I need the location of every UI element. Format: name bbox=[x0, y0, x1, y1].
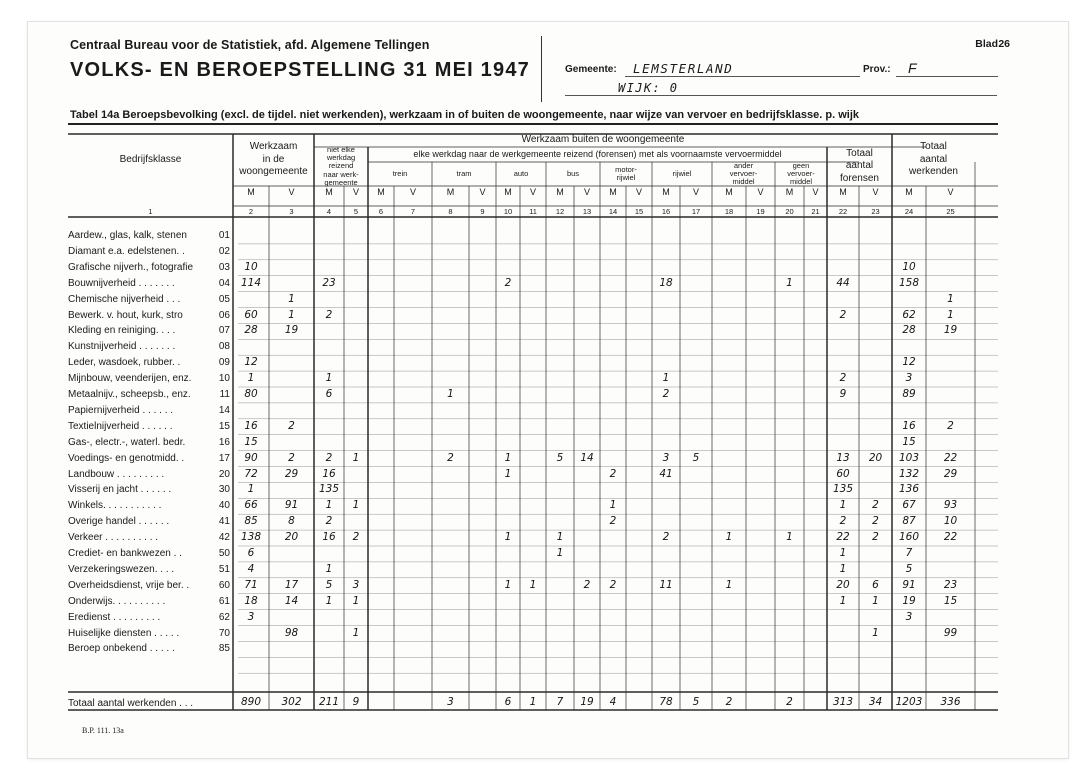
handwritten-value: 2 bbox=[839, 308, 847, 321]
column-number: 20 bbox=[785, 207, 794, 216]
column-number: 3 bbox=[289, 207, 294, 216]
handwritten-value: 20 bbox=[836, 578, 850, 591]
row-label: Kunstnijverheid . . . . . . . bbox=[68, 341, 176, 353]
handwritten-value: 3 bbox=[662, 451, 670, 464]
handwritten-value: 2 bbox=[325, 308, 333, 321]
handwritten-value: 28 bbox=[902, 324, 916, 337]
handwritten-value: 103 bbox=[898, 451, 920, 464]
handwritten-value: 23 bbox=[943, 578, 958, 591]
handwritten-value: 16 bbox=[902, 419, 916, 432]
mv-header: V bbox=[479, 187, 486, 197]
handwritten-value: 22 bbox=[943, 531, 958, 544]
total-value: 3 bbox=[447, 696, 454, 708]
handwritten-value: 1 bbox=[839, 562, 847, 575]
column-number: 15 bbox=[634, 207, 644, 216]
handwritten-value: 28 bbox=[244, 324, 258, 337]
row-code: 70 bbox=[218, 627, 230, 639]
handwritten-value: 85 bbox=[244, 515, 258, 528]
handwritten-value: 3 bbox=[352, 578, 360, 591]
mode-header-7: ander vervoer- middel bbox=[729, 160, 758, 187]
mode-header-6: rijwiel bbox=[672, 168, 692, 178]
handwritten-value: 19 bbox=[902, 594, 916, 607]
handwritten-value: 1 bbox=[609, 499, 617, 512]
handwritten-value: 15 bbox=[943, 594, 958, 607]
handwritten-value: 66 bbox=[244, 499, 258, 512]
handwritten-value: 72 bbox=[244, 467, 258, 480]
column-number: 7 bbox=[410, 207, 416, 216]
row-code: 17 bbox=[218, 452, 230, 464]
handwritten-value: 2 bbox=[839, 515, 847, 528]
handwritten-value: 1 bbox=[839, 594, 847, 607]
handwritten-value: 6 bbox=[872, 578, 879, 591]
handwritten-value: 41 bbox=[659, 467, 673, 480]
row-label: Diamant e.a. edelstenen. . bbox=[68, 245, 185, 257]
totaal-werkenden-header: Totaal aantal werkenden bbox=[909, 141, 958, 178]
handwritten-value: 67 bbox=[902, 499, 916, 512]
handwritten-value: 11 bbox=[659, 578, 673, 591]
row-code: 06 bbox=[218, 309, 230, 321]
handwritten-value: 1 bbox=[288, 292, 295, 305]
mv-header: V bbox=[529, 187, 536, 197]
handwritten-value: 71 bbox=[244, 578, 258, 591]
row-label: Onderwijs. . . . . . . . . . bbox=[68, 595, 166, 607]
handwritten-value: 1 bbox=[352, 499, 360, 512]
column-number: 1 bbox=[148, 207, 153, 216]
row-label: Landbouw . . . . . . . . . bbox=[68, 468, 165, 480]
handwritten-value: 16 bbox=[244, 419, 258, 432]
handwritten-value: 99 bbox=[943, 626, 958, 639]
handwritten-value: 2 bbox=[288, 419, 295, 432]
handwritten-value: 1 bbox=[839, 547, 847, 559]
wijk-value: WIJK: 0 bbox=[618, 81, 679, 95]
column-number: 21 bbox=[811, 207, 820, 216]
handwritten-value: 1 bbox=[556, 531, 564, 544]
column-number: 13 bbox=[582, 207, 592, 216]
mode-header-8: geen vervoer- middel bbox=[787, 160, 815, 187]
total-value: 34 bbox=[868, 696, 883, 708]
handwritten-value: 5 bbox=[692, 451, 700, 464]
row-code: 09 bbox=[218, 357, 230, 369]
column-number: 9 bbox=[480, 207, 485, 216]
mv-header: V bbox=[812, 187, 819, 197]
handwritten-value: 5 bbox=[325, 578, 333, 591]
handwritten-value: 87 bbox=[902, 515, 916, 528]
row-code: 50 bbox=[218, 548, 230, 559]
row-code: 07 bbox=[218, 325, 230, 337]
handwritten-value: 1 bbox=[662, 372, 670, 385]
handwritten-value: 62 bbox=[902, 308, 916, 321]
row-label: Mijnbouw, veenderijen, enz. bbox=[68, 373, 192, 385]
row-code: 20 bbox=[218, 468, 230, 480]
gemeente-value: LEMSTERLAND bbox=[633, 61, 734, 76]
handwritten-value: 20 bbox=[284, 531, 299, 544]
handwritten-value: 80 bbox=[244, 388, 258, 400]
column-number: 12 bbox=[555, 207, 565, 216]
row-label: Chemische nijverheid . . . bbox=[68, 293, 181, 305]
mv-header: V bbox=[947, 187, 954, 197]
row-label: Eredienst . . . . . . . . . bbox=[68, 611, 161, 623]
row-code: 08 bbox=[218, 341, 230, 353]
handwritten-value: 1 bbox=[725, 578, 733, 591]
row-code: 03 bbox=[218, 261, 230, 273]
total-value: 890 bbox=[240, 696, 262, 708]
handwritten-value: 132 bbox=[898, 467, 920, 480]
total-value: 302 bbox=[281, 696, 302, 708]
total-value: 336 bbox=[940, 696, 961, 708]
handwritten-value: 1 bbox=[556, 547, 564, 559]
column-number: 24 bbox=[904, 207, 914, 216]
row-label: Huiselijke diensten . . . . . bbox=[68, 627, 180, 639]
handwritten-value: 1 bbox=[352, 626, 360, 639]
mv-header: M bbox=[247, 187, 255, 197]
column-number: 18 bbox=[724, 207, 734, 216]
row-code: 05 bbox=[218, 293, 230, 305]
handwritten-value: 160 bbox=[898, 531, 920, 544]
row-label: Verzekeringswezen. . . . bbox=[68, 563, 175, 575]
mv-header: V bbox=[872, 187, 879, 197]
column-number: 8 bbox=[448, 207, 453, 216]
row-label: Overige handel . . . . . . bbox=[68, 516, 170, 528]
row-label: Overheidsdienst, vrije ber. . bbox=[68, 579, 190, 591]
handwritten-value: 2 bbox=[504, 276, 512, 289]
handwritten-value: 2 bbox=[947, 419, 954, 432]
handwritten-value: 2 bbox=[288, 451, 295, 464]
handwritten-value: 1 bbox=[325, 499, 333, 512]
handwritten-value: 136 bbox=[898, 483, 920, 496]
handwritten-value: 1 bbox=[786, 276, 793, 289]
handwritten-value: 16 bbox=[322, 531, 336, 544]
column-number: 4 bbox=[326, 207, 332, 216]
handwritten-value: 60 bbox=[244, 308, 258, 321]
handwritten-value: 91 bbox=[902, 578, 916, 591]
handwritten-value: 17 bbox=[284, 578, 299, 591]
handwritten-value: 1 bbox=[247, 372, 255, 385]
row-code: 16 bbox=[218, 436, 230, 448]
handwritten-value: 135 bbox=[318, 483, 340, 496]
row-code: 51 bbox=[218, 563, 230, 575]
prov-label: Prov.: bbox=[863, 64, 891, 75]
row-code: 40 bbox=[218, 500, 230, 512]
mv-header: M bbox=[785, 187, 794, 197]
column-number: 16 bbox=[661, 207, 671, 216]
column-number: 2 bbox=[248, 207, 254, 216]
handwritten-value: 1 bbox=[529, 578, 537, 591]
handwritten-value: 13 bbox=[836, 451, 850, 464]
handwritten-value: 1 bbox=[325, 372, 333, 385]
mode-header-1: trein bbox=[392, 168, 408, 178]
mv-header: M bbox=[556, 187, 564, 197]
handwritten-value: 1 bbox=[947, 308, 954, 321]
handwritten-value: 1 bbox=[504, 467, 512, 480]
total-value: 4 bbox=[609, 696, 617, 708]
handwritten-value: 10 bbox=[244, 260, 258, 273]
handwritten-value: 2 bbox=[872, 515, 879, 528]
row-code: 14 bbox=[218, 404, 230, 416]
total-value: 6 bbox=[504, 696, 512, 708]
mv-header: M bbox=[725, 187, 733, 197]
row-code: 15 bbox=[218, 420, 230, 432]
handwritten-value: 1 bbox=[247, 483, 255, 496]
totals-label: Totaal aantal werkenden . . . bbox=[68, 698, 194, 709]
handwritten-value: 1 bbox=[839, 499, 847, 512]
handwritten-value: 16 bbox=[322, 467, 336, 480]
handwritten-value: 1 bbox=[504, 578, 512, 591]
row-code: 60 bbox=[218, 579, 230, 591]
handwritten-value: 158 bbox=[898, 276, 920, 289]
row-label: Grafische nijverh., fotografie bbox=[68, 261, 194, 273]
handwritten-value: 1 bbox=[504, 531, 512, 544]
handwritten-value: 2 bbox=[447, 451, 454, 464]
row-code: 10 bbox=[218, 373, 230, 385]
form-title: VOLKS- EN BEROEPSTELLING 31 MEI 1947 bbox=[70, 59, 530, 81]
mv-header: M bbox=[609, 187, 617, 197]
handwritten-value: 4 bbox=[247, 562, 255, 575]
handwritten-value: 20 bbox=[868, 451, 883, 464]
bedrijfsklasse-header: Bedrijfsklasse bbox=[119, 153, 182, 165]
row-label: Verkeer . . . . . . . . . . bbox=[68, 532, 159, 544]
mv-header: M bbox=[504, 187, 512, 197]
total-value: 211 bbox=[318, 696, 340, 708]
handwritten-value: 1 bbox=[504, 451, 512, 464]
row-label: Metaalnijv., scheepsb., enz. bbox=[68, 389, 191, 400]
organisation-name: Centraal Bureau voor de Statistiek, afd. Algemene Tellingen bbox=[70, 38, 430, 52]
total-value: 7 bbox=[556, 696, 564, 708]
column-number: 6 bbox=[378, 207, 384, 216]
handwritten-value: 6 bbox=[325, 388, 333, 400]
mv-header: M bbox=[662, 187, 670, 197]
handwritten-value: 90 bbox=[244, 451, 258, 464]
row-code: 41 bbox=[218, 516, 230, 528]
handwritten-value: 98 bbox=[284, 626, 299, 639]
mode-header-2: tram bbox=[456, 168, 472, 178]
handwritten-value: 7 bbox=[905, 547, 913, 559]
handwritten-value: 1 bbox=[325, 594, 333, 607]
handwritten-value: 114 bbox=[240, 276, 262, 289]
column-number: 23 bbox=[871, 207, 880, 216]
totaal-forensen-header: Totaal aantal forensen bbox=[840, 147, 879, 184]
handwritten-value: 19 bbox=[284, 324, 299, 337]
handwritten-value: 22 bbox=[943, 451, 958, 464]
handwritten-value: 15 bbox=[244, 435, 258, 448]
handwritten-value: 1 bbox=[325, 562, 333, 575]
total-value: 5 bbox=[692, 696, 700, 708]
mode-header-3: auto bbox=[513, 168, 529, 178]
mv-header: V bbox=[757, 187, 764, 197]
total-value: 1203 bbox=[895, 696, 923, 708]
handwritten-value: 23 bbox=[322, 276, 336, 289]
row-label: Gas-, electr.-, waterl. bedr. bbox=[68, 436, 186, 448]
handwritten-value: 2 bbox=[583, 578, 591, 591]
handwritten-value: 1 bbox=[872, 626, 879, 639]
table-title: Tabel 14a Beroepsbevolking (excl. de tijdel. niet werkenden), werkzaam in of buiten de woongemeente, naar wijze van vervoer en bedrijfsklasse. p. wijk bbox=[70, 109, 859, 121]
column-number: 14 bbox=[608, 207, 618, 216]
column-number: 22 bbox=[838, 207, 848, 216]
total-value: 19 bbox=[580, 696, 594, 708]
row-label: Textielnijverheid . . . . . . bbox=[68, 420, 173, 432]
handwritten-value: 3 bbox=[247, 610, 255, 623]
handwritten-value: 19 bbox=[943, 324, 958, 337]
handwritten-value: 15 bbox=[902, 435, 916, 448]
handwritten-value: 2 bbox=[609, 578, 617, 591]
row-label: Beroep onbekend . . . . . bbox=[68, 643, 175, 655]
mv-header: V bbox=[635, 187, 642, 197]
handwritten-value: 2 bbox=[872, 531, 879, 544]
total-value: 313 bbox=[832, 696, 854, 708]
row-code: 62 bbox=[218, 611, 230, 623]
blad-number: 26 bbox=[998, 38, 1010, 50]
handwritten-value: 1 bbox=[447, 388, 454, 400]
total-value: 78 bbox=[659, 696, 673, 708]
row-code: 01 bbox=[218, 230, 230, 241]
column-number: 25 bbox=[946, 207, 955, 216]
handwritten-value: 135 bbox=[832, 483, 854, 496]
handwritten-value: 6 bbox=[247, 547, 255, 559]
handwritten-value: 12 bbox=[902, 356, 916, 369]
handwritten-value: 9 bbox=[839, 388, 847, 400]
row-label: Leder, wasdoek, rubber. . bbox=[68, 357, 181, 369]
handwritten-value: 60 bbox=[836, 467, 850, 480]
handwritten-value: 1 bbox=[288, 308, 295, 321]
handwritten-value: 1 bbox=[352, 594, 360, 607]
prov-value: F bbox=[908, 60, 917, 76]
mv-header: V bbox=[352, 187, 359, 197]
row-label: Papiernijverheid . . . . . . bbox=[68, 404, 174, 416]
handwritten-value: 10 bbox=[943, 515, 958, 528]
handwritten-value: 5 bbox=[905, 562, 913, 575]
werkzaam-in-header: Werkzaam in de woongemeente bbox=[239, 141, 308, 178]
handwritten-value: 3 bbox=[905, 610, 913, 623]
row-label: Visserij en jacht . . . . . . bbox=[68, 484, 172, 496]
row-label: Aardew., glas, kalk, stenen bbox=[68, 230, 187, 241]
mode-header-4: bus bbox=[566, 168, 580, 178]
total-value: 9 bbox=[352, 696, 360, 708]
row-label: Crediet- en bankwezen . . bbox=[68, 548, 182, 559]
row-label: Bewerk. v. hout, kurk, stro bbox=[68, 309, 183, 321]
handwritten-value: 93 bbox=[943, 499, 958, 512]
handwritten-value: 91 bbox=[284, 499, 299, 512]
handwritten-value: 29 bbox=[284, 467, 299, 480]
handwritten-value: 1 bbox=[872, 594, 879, 607]
row-code: 04 bbox=[218, 277, 230, 289]
handwritten-value: 3 bbox=[905, 372, 913, 385]
blad-label: Blad bbox=[975, 38, 998, 50]
handwritten-value: 2 bbox=[325, 515, 333, 528]
handwritten-value: 89 bbox=[902, 388, 916, 400]
row-code: 61 bbox=[218, 595, 230, 607]
handwritten-value: 44 bbox=[836, 276, 850, 289]
row-label: Kleding en reiniging. . . . bbox=[68, 325, 176, 337]
row-code: 02 bbox=[218, 245, 230, 257]
mv-header: M bbox=[905, 187, 913, 197]
werkzaam-buiten-header: Werkzaam buiten de woongemeente bbox=[521, 134, 685, 146]
mv-header: V bbox=[288, 187, 295, 197]
mv-header: M bbox=[839, 187, 847, 197]
row-code: 11 bbox=[219, 389, 230, 400]
handwritten-value: 2 bbox=[872, 499, 879, 512]
total-value: 1 bbox=[529, 696, 537, 708]
handwritten-value: 18 bbox=[659, 276, 673, 289]
mv-header: V bbox=[583, 187, 590, 197]
handwritten-value: 14 bbox=[580, 451, 594, 464]
handwritten-value: 29 bbox=[943, 467, 958, 480]
niet-elke-werkdag-header: niet elke werkdag reizend naar werk- gemeente bbox=[323, 144, 359, 187]
row-label: Voedings- en genotmidd. . bbox=[68, 452, 185, 464]
mode-header-5: motor- rijwiel bbox=[615, 164, 637, 182]
handwritten-value: 2 bbox=[839, 372, 847, 385]
handwritten-value: 138 bbox=[240, 531, 262, 544]
column-number: 19 bbox=[756, 207, 765, 216]
elke-werkdag-header: elke werkdag naar de werkgemeente reizend (forensen) met als voornaamste vervoermiddel bbox=[413, 149, 782, 160]
handwritten-value: 1 bbox=[786, 531, 793, 544]
handwritten-value: 2 bbox=[325, 451, 333, 464]
census-table bbox=[28, 22, 1068, 758]
handwritten-value: 2 bbox=[662, 388, 670, 400]
mv-header: M bbox=[446, 187, 455, 197]
gemeente-label: Gemeente: bbox=[565, 64, 617, 75]
handwritten-value: 5 bbox=[556, 451, 564, 464]
row-label: Winkels. . . . . . . . . . . bbox=[68, 500, 162, 512]
column-number: 11 bbox=[529, 207, 537, 216]
handwritten-value: 12 bbox=[244, 356, 258, 369]
handwritten-value: 18 bbox=[244, 594, 258, 607]
mv-header: V bbox=[409, 187, 416, 197]
handwritten-value: 1 bbox=[352, 451, 360, 464]
handwritten-value: 10 bbox=[902, 260, 916, 273]
handwritten-value: 2 bbox=[609, 515, 617, 528]
handwritten-value: 14 bbox=[284, 594, 299, 607]
mv-header: M bbox=[377, 187, 385, 197]
mv-header: M bbox=[325, 187, 333, 197]
handwritten-value: 22 bbox=[836, 531, 850, 544]
column-number: 17 bbox=[691, 207, 701, 216]
handwritten-value: 2 bbox=[352, 531, 360, 544]
row-label: Bouwnijverheid . . . . . . . bbox=[68, 277, 175, 289]
census-form-sheet bbox=[28, 22, 1068, 758]
handwritten-value: 2 bbox=[609, 467, 617, 480]
total-value: 2 bbox=[786, 696, 793, 708]
mv-header: V bbox=[692, 187, 699, 197]
handwritten-value: 1 bbox=[947, 292, 954, 305]
row-code: 42 bbox=[218, 532, 230, 544]
handwritten-value: 8 bbox=[288, 515, 295, 528]
form-code: B.P. 111. 13a bbox=[82, 726, 124, 735]
total-value: 2 bbox=[725, 696, 733, 708]
row-code: 85 bbox=[218, 643, 230, 655]
handwritten-value: 1 bbox=[725, 531, 733, 544]
handwritten-value: 2 bbox=[662, 531, 670, 544]
column-number: 10 bbox=[503, 207, 513, 216]
row-code: 30 bbox=[218, 484, 230, 496]
column-number: 5 bbox=[353, 207, 359, 216]
